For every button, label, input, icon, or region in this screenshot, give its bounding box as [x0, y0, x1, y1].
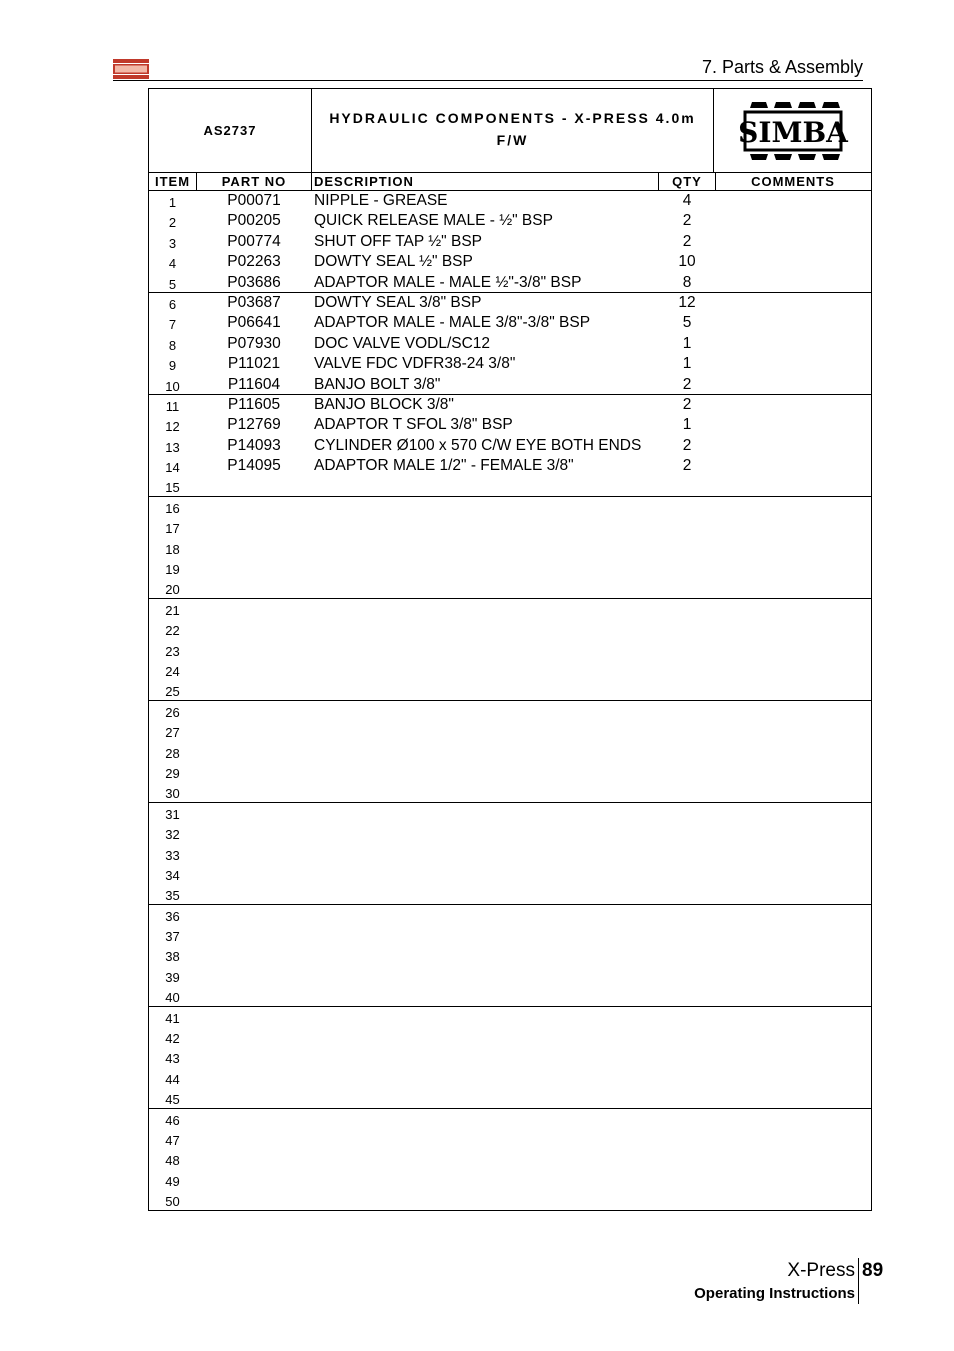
row-item: 20 [165, 582, 180, 598]
row-item: 29 [165, 765, 180, 781]
row-qty: 12 [678, 293, 696, 311]
row-description: BANJO BLOCK 3/8" [314, 395, 454, 413]
row-part-no: P03686 [227, 273, 281, 291]
row-description: DOWTY SEAL 3/8" BSP [314, 293, 482, 311]
row-part-no: P14095 [227, 457, 281, 475]
row-item: 44 [165, 1071, 180, 1087]
row-part-no: P12769 [227, 416, 281, 434]
table-row [149, 1088, 871, 1108]
table-row [149, 844, 871, 864]
table-row [149, 456, 871, 476]
row-part-no: P00774 [227, 232, 281, 250]
row-item: 41 [165, 1010, 180, 1026]
table-row [149, 986, 871, 1006]
table-row [149, 334, 871, 354]
simba-logo [715, 89, 871, 172]
row-description: VALVE FDC VDFR38-24 3/8" [314, 355, 516, 373]
row-qty: 1 [682, 355, 692, 373]
col-description: DESCRIPTION [314, 174, 414, 189]
table-row [149, 742, 871, 762]
row-description: CYLINDER Ø100 x 570 C/W EYE BOTH ENDS [314, 436, 642, 454]
row-item: 5 [168, 276, 177, 292]
table-row [149, 436, 871, 456]
row-item: 30 [165, 786, 180, 802]
table-row [149, 538, 871, 558]
row-item: 32 [165, 827, 180, 843]
table-row [149, 415, 871, 435]
table-row [149, 252, 871, 272]
table-row [149, 782, 871, 802]
row-item: 39 [165, 969, 180, 985]
row-item: 24 [165, 663, 180, 679]
row-part-no: P11605 [227, 395, 281, 413]
footer-subtitle: Operating Instructions [694, 1285, 855, 1302]
row-part-no: P11021 [227, 355, 281, 373]
row-item: 2 [168, 215, 177, 231]
table-row [149, 395, 871, 415]
parts-rows [149, 191, 871, 1211]
row-qty: 2 [682, 457, 692, 475]
row-item: 38 [165, 949, 180, 965]
row-item: 18 [165, 541, 180, 557]
table-row [149, 1007, 871, 1027]
table-row [149, 945, 871, 965]
row-part-no: P14093 [227, 436, 281, 454]
row-item: 9 [168, 358, 177, 374]
header-divider [113, 80, 863, 81]
table-row [149, 1027, 871, 1047]
row-part-no: P03687 [227, 293, 281, 311]
table-row [149, 884, 871, 904]
parts-sheet [148, 88, 872, 1211]
col-qty: QTY [658, 172, 716, 190]
row-item: 48 [165, 1153, 180, 1169]
table-row [149, 864, 871, 884]
row-part-no: P06641 [227, 314, 281, 332]
row-qty: 2 [682, 436, 692, 454]
row-item: 23 [165, 643, 180, 659]
row-description: ADAPTOR MALE - MALE ½"-3/8" BSP [314, 273, 582, 291]
assembly-title-line2: F/W [496, 132, 529, 148]
table-row [149, 578, 871, 598]
row-description: DOC VALVE VODL/SC12 [314, 334, 491, 352]
table-row [149, 640, 871, 660]
row-item: 26 [165, 704, 180, 720]
row-part-no: P00071 [227, 192, 281, 209]
row-item: 49 [165, 1173, 180, 1189]
row-qty: 4 [682, 192, 692, 209]
row-item: 50 [165, 1194, 180, 1210]
row-item: 4 [168, 256, 177, 272]
row-item: 43 [165, 1051, 180, 1067]
page-number: 89 [862, 1260, 884, 1281]
table-row [149, 660, 871, 680]
sheet-header [149, 89, 871, 173]
table-row [149, 680, 871, 700]
row-item: 36 [165, 908, 180, 924]
row-part-no: P00205 [227, 212, 281, 230]
row-part-no: P02263 [227, 253, 281, 271]
row-item: 37 [165, 929, 180, 945]
assembly-code: AS2737 [149, 89, 312, 172]
row-description: SHUT OFF TAP ½" BSP [314, 232, 483, 250]
row-part-no: P07930 [227, 334, 281, 352]
column-headers [149, 172, 871, 191]
table-row [149, 211, 871, 231]
table-row [149, 721, 871, 741]
col-comments: COMMENTS [751, 174, 835, 189]
table-row [149, 762, 871, 782]
row-qty: 8 [682, 273, 692, 291]
row-item: 1 [168, 195, 177, 210]
table-row [149, 1170, 871, 1190]
table-row [149, 925, 871, 945]
table-row [149, 1149, 871, 1169]
row-item: 47 [165, 1132, 180, 1148]
row-item: 22 [165, 623, 180, 639]
row-item: 42 [165, 1031, 180, 1047]
row-qty: 2 [682, 375, 692, 393]
table-row [149, 293, 871, 313]
table-row [149, 803, 871, 823]
row-qty: 2 [682, 395, 692, 413]
table-row [149, 905, 871, 925]
row-description: DOWTY SEAL ½" BSP [314, 253, 473, 271]
row-item: 46 [165, 1112, 180, 1128]
table-row [149, 558, 871, 578]
table-row [149, 313, 871, 333]
row-item: 15 [165, 480, 180, 496]
footer-divider [858, 1258, 859, 1304]
row-description: NIPPLE - GREASE [314, 192, 448, 209]
row-item: 21 [165, 602, 180, 618]
row-qty: 1 [682, 416, 692, 434]
section-title: 7. Parts & Assembly [701, 57, 863, 77]
row-description: BANJO BOLT 3/8" [314, 375, 441, 393]
row-item: 25 [165, 684, 180, 700]
row-item: 16 [165, 500, 180, 516]
row-item: 12 [165, 419, 180, 435]
row-item: 10 [165, 378, 180, 394]
table-row [149, 476, 871, 496]
table-row [149, 354, 871, 374]
row-item: 13 [165, 439, 180, 455]
table-row [149, 823, 871, 843]
table-row [149, 701, 871, 721]
table-row [149, 1190, 871, 1210]
row-qty: 2 [682, 232, 692, 250]
row-item: 11 [165, 398, 180, 414]
table-row [149, 517, 871, 537]
row-description: QUICK RELEASE MALE - ½" BSP [314, 212, 553, 230]
row-item: 34 [165, 867, 180, 883]
row-qty: 2 [682, 212, 692, 230]
row-qty: 10 [678, 253, 696, 271]
row-part-no: P11604 [227, 375, 281, 393]
assembly-title-line1: HYDRAULIC COMPONENTS - X-PRESS 4.0m [329, 110, 696, 126]
table-row [149, 619, 871, 639]
table-row [149, 375, 871, 395]
row-qty: 1 [682, 334, 692, 352]
row-item: 27 [165, 725, 180, 741]
row-item: 7 [168, 317, 177, 333]
row-description: ADAPTOR T SFOL 3/8" BSP [314, 416, 513, 434]
table-row [149, 497, 871, 517]
row-item: 19 [165, 562, 180, 578]
table-row [149, 966, 871, 986]
col-part-no: PART NO [197, 172, 312, 190]
simba-logo-text: SIMBA [738, 115, 848, 149]
row-item: 6 [168, 296, 177, 312]
table-row [149, 273, 871, 293]
assembly-title [312, 89, 714, 172]
row-item: 35 [165, 888, 180, 904]
row-item: 40 [165, 990, 180, 1006]
row-description: ADAPTOR MALE 1/2" - FEMALE 3/8" [314, 457, 574, 475]
row-item: 14 [165, 460, 180, 476]
table-row [149, 599, 871, 619]
table-row [149, 1068, 871, 1088]
table-row [149, 232, 871, 252]
table-row [149, 1047, 871, 1067]
table-row [149, 1129, 871, 1149]
row-item: 31 [165, 806, 180, 822]
row-item: 33 [165, 847, 180, 863]
row-description: ADAPTOR MALE - MALE 3/8"-3/8" BSP [314, 314, 591, 332]
footer-product: X-Press [787, 1260, 855, 1281]
col-item: ITEM [149, 172, 197, 190]
row-qty: 5 [682, 314, 692, 332]
simba-small-logo [113, 59, 149, 79]
row-item: 17 [165, 521, 180, 537]
row-item: 3 [168, 235, 177, 251]
table-row [149, 191, 871, 211]
row-item: 8 [168, 337, 177, 353]
table-row [149, 1109, 871, 1129]
row-item: 28 [165, 745, 180, 761]
row-item: 45 [165, 1092, 180, 1108]
